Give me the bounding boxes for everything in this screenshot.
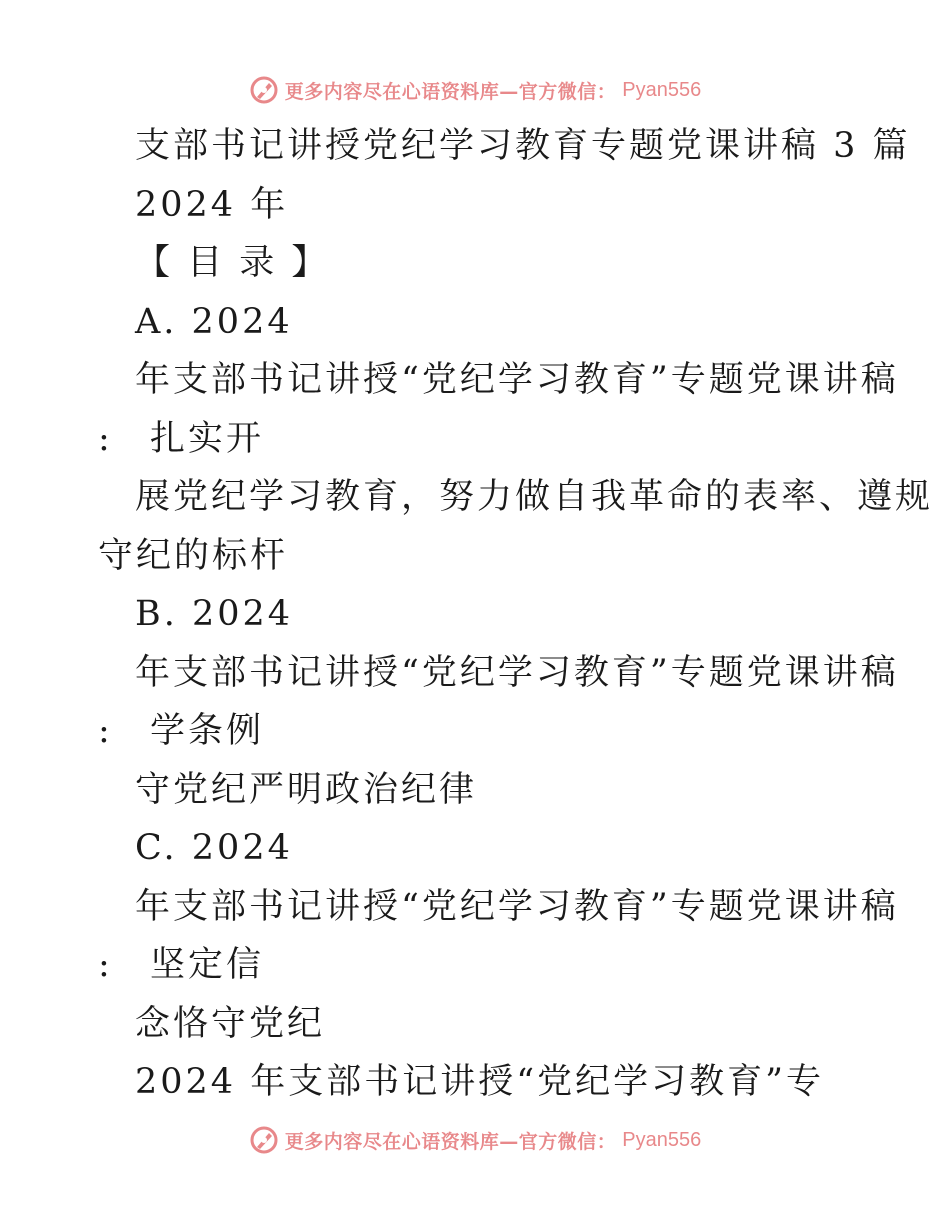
toc-item-c-subtitle-text: 坚定信 [150, 945, 265, 985]
colon-mark: : [98, 418, 113, 459]
document-title: 支部书记讲授党纪学习教育专题党课讲稿 3 篇 [135, 126, 911, 166]
toc-item-a-label: A. 2024 [135, 301, 293, 342]
document-year: 2024 年 [135, 184, 289, 225]
pen-circle-logo-icon [249, 75, 279, 105]
footer-watermark [0, 1120, 950, 1160]
colon-mark: : [98, 711, 113, 751]
toc-item-a-subtitle-text: 扎实开 [150, 418, 265, 459]
toc-item-c-continuation: 念恪守党纪 [135, 1003, 326, 1044]
toc-item-a-continuation: 展党纪学习教育，努力做自我革命的表率、遵规 [135, 477, 934, 517]
toc-item-c-text: 年支部书记讲授“党纪学习教育”专题党课讲稿 [135, 886, 899, 927]
toc-item-a-subtitle [0, 410, 950, 469]
toc-item-b-subtitle-text: 学条例 [150, 711, 265, 751]
toc-heading: 【 目 录 】 [135, 243, 330, 283]
toc-item-b-label: B. 2024 [135, 594, 294, 634]
toc-item-a-text: 年支部书记讲授“党纪学习教育”专题党课讲稿 [135, 360, 899, 400]
toc-item-c-label: C. 2024 [135, 828, 293, 868]
watermark-text: 更多内容尽在心语资料库—官方微信： [284, 1130, 617, 1153]
toc-item-a-continuation-end: 守纪的标杆 [98, 535, 289, 576]
watermark-wechat-id: Pyan556 [622, 78, 702, 101]
header-watermark [0, 70, 950, 110]
toc-item-b-text: 年支部书记讲授“党纪学习教育”专题党课讲稿 [135, 652, 899, 693]
watermark-text: 更多内容尽在心语资料库—官方微信： [284, 80, 617, 103]
toc-item-b-continuation: 守党纪严明政治纪律 [135, 769, 478, 810]
pen-circle-logo-icon [249, 1125, 279, 1155]
document-body [0, 117, 950, 1112]
watermark-wechat-id: Pyan556 [622, 1128, 702, 1151]
body-first-line: 2024 年支部书记讲授“党纪学习教育”专 [135, 1062, 824, 1102]
colon-mark: : [98, 945, 113, 985]
toc-item-b-subtitle [0, 702, 950, 761]
toc-item-c-subtitle [0, 936, 950, 995]
